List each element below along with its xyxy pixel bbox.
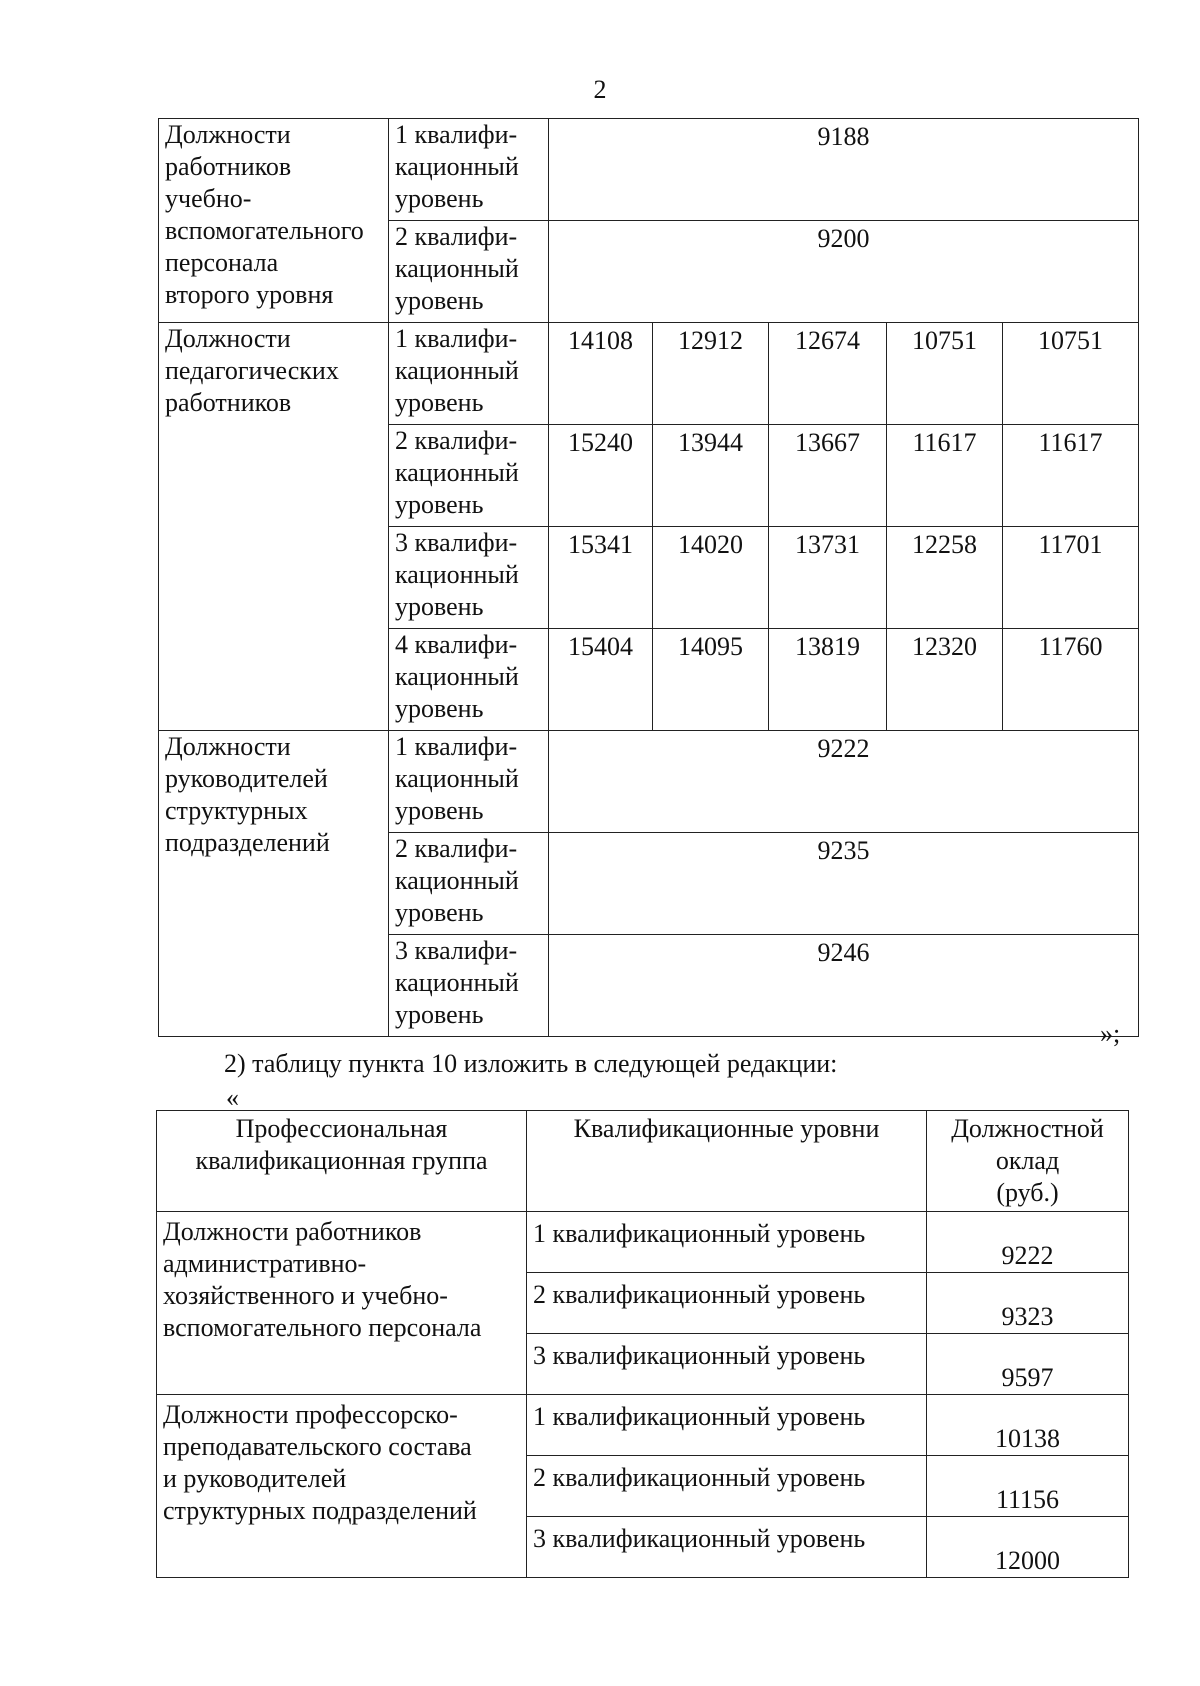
salary-value: 9188 [549, 119, 1139, 221]
salary-value: 9246 [549, 935, 1139, 1037]
level-label: 1 квалифи- кационный уровень [389, 731, 549, 833]
salary-value: 9597 [927, 1334, 1129, 1395]
salary-value: 14020 [653, 527, 769, 629]
table-row [159, 731, 1139, 833]
salary-value: 11617 [1003, 425, 1139, 527]
level-label: 1 квалифи- кационный уровень [389, 323, 549, 425]
salary-value: 11156 [927, 1456, 1129, 1517]
salary-value: 11760 [1003, 629, 1139, 731]
salary-value: 12258 [887, 527, 1003, 629]
salary-value: 9235 [549, 833, 1139, 935]
salary-value: 11701 [1003, 527, 1139, 629]
level-label: 1 квалификационный уровень [527, 1395, 927, 1456]
level-label: 3 квалифи- кационный уровень [389, 527, 549, 629]
group-name: Должности профессорско- преподавательского состава и руководителей структурных подразделений [157, 1395, 527, 1578]
group-name: Должности педагогических работников [159, 323, 389, 731]
level-label: 4 квалифи- кационный уровень [389, 629, 549, 731]
salary-value: 13944 [653, 425, 769, 527]
salary-value: 15404 [549, 629, 653, 731]
salary-value: 9323 [927, 1273, 1129, 1334]
group-name: Должности работников учебно- вспомогательного персонала второго уровня [159, 119, 389, 323]
level-label: 2 квалифи- кационный уровень [389, 425, 549, 527]
salary-value: 10751 [887, 323, 1003, 425]
level-label: 2 квалифи- кационный уровень [389, 833, 549, 935]
column-header: Должностной оклад (руб.) [927, 1111, 1129, 1212]
group-name: Должности руководителей структурных подразделений [159, 731, 389, 1037]
level-label: 1 квалификационный уровень [527, 1212, 927, 1273]
column-header: Квалификационные уровни [527, 1111, 927, 1212]
salary-value: 13731 [769, 527, 887, 629]
salary-table-main [158, 118, 1139, 1037]
level-label: 3 квалификационный уровень [527, 1517, 927, 1578]
table-row [159, 119, 1139, 221]
salary-value: 15240 [549, 425, 653, 527]
salary-table-paragraph-10 [156, 1110, 1129, 1578]
opening-quote: « [226, 1083, 239, 1112]
salary-value: 13667 [769, 425, 887, 527]
salary-value: 12000 [927, 1517, 1129, 1578]
salary-value: 10751 [1003, 323, 1139, 425]
salary-value: 14108 [549, 323, 653, 425]
table-row [159, 323, 1139, 425]
instruction-text: 2) таблицу пункта 10 изложить в следующей редакции: [224, 1049, 838, 1078]
salary-value: 12912 [653, 323, 769, 425]
level-label: 3 квалифи- кационный уровень [389, 935, 549, 1037]
salary-value: 14095 [653, 629, 769, 731]
column-header: Профессиональная квалификационная группа [157, 1111, 527, 1212]
salary-value: 9200 [549, 221, 1139, 323]
level-label: 2 квалифи- кационный уровень [389, 221, 549, 323]
table-header-row [157, 1111, 1129, 1212]
salary-value: 15341 [549, 527, 653, 629]
salary-value: 10138 [927, 1395, 1129, 1456]
salary-value: 12674 [769, 323, 887, 425]
page-number: 2 [593, 75, 607, 104]
salary-value: 12320 [887, 629, 1003, 731]
table-row [157, 1395, 1129, 1456]
closing-quote: »; [1100, 1019, 1121, 1048]
group-name: Должности работников административно- хозяйственного и учебно- вспомогательного персонала [157, 1212, 527, 1395]
level-label: 1 квалифи- кационный уровень [389, 119, 549, 221]
level-label: 3 квалификационный уровень [527, 1334, 927, 1395]
salary-value: 11617 [887, 425, 1003, 527]
level-label: 2 квалификационный уровень [527, 1273, 927, 1334]
table-row [157, 1212, 1129, 1273]
salary-value: 9222 [549, 731, 1139, 833]
salary-value: 13819 [769, 629, 887, 731]
salary-value: 9222 [927, 1212, 1129, 1273]
level-label: 2 квалификационный уровень [527, 1456, 927, 1517]
